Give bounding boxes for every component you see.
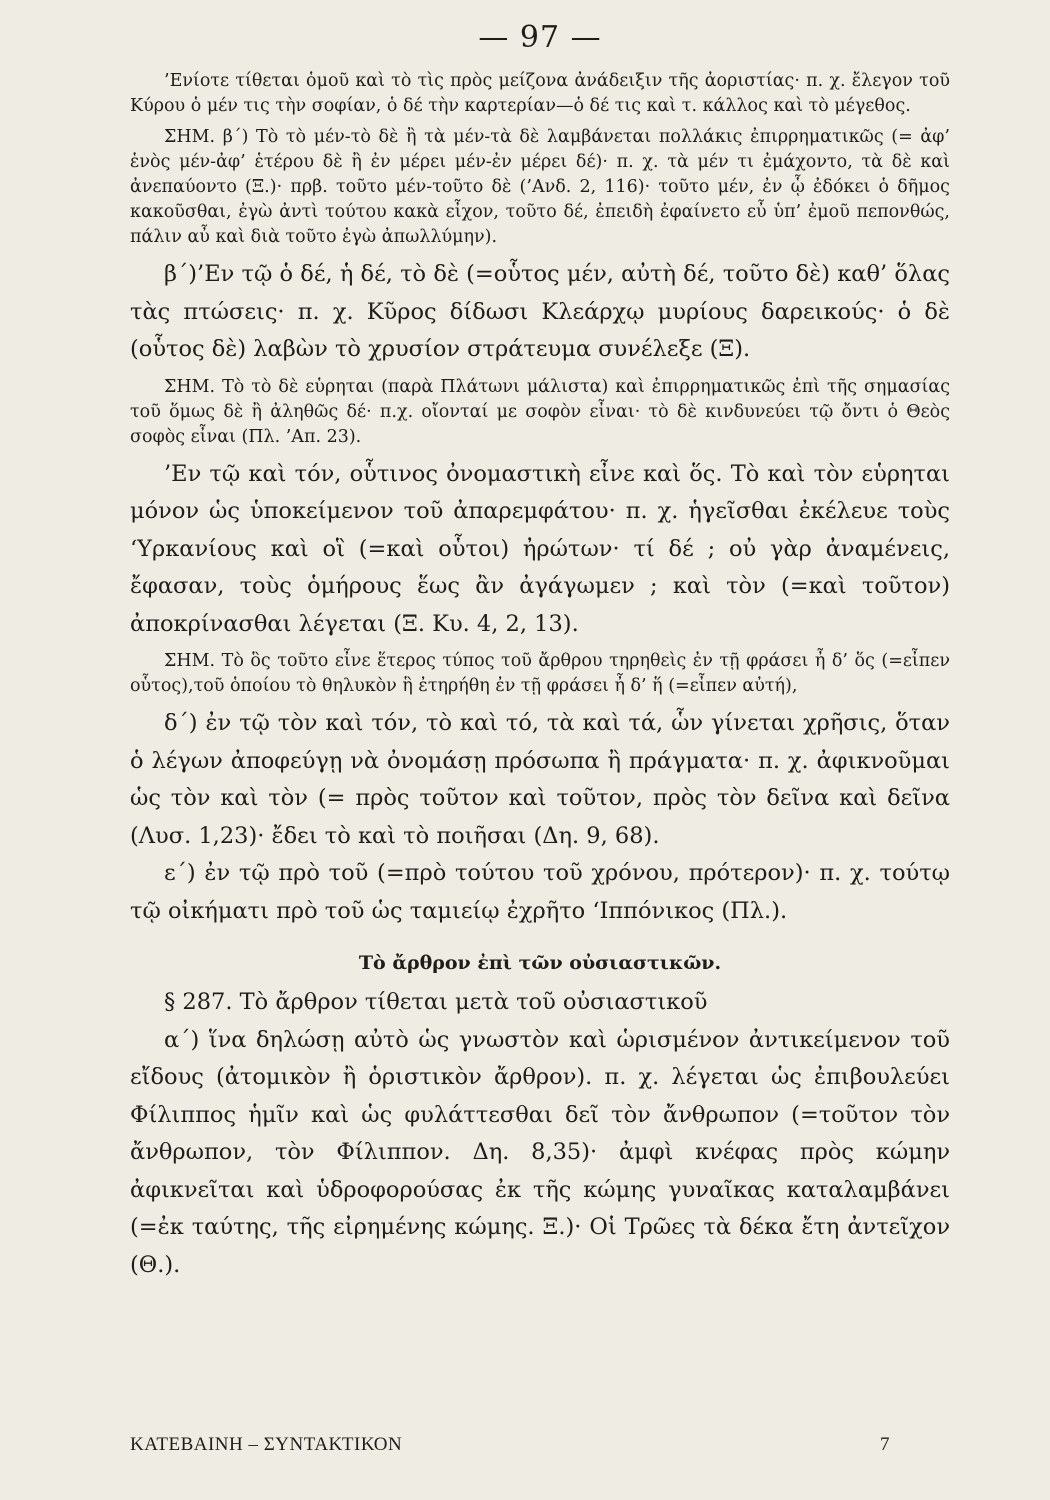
- note-men-de-adverbial: ΣΗΜ. β΄) Τὸ τὸ μέν-τὸ δὲ ἢ τὰ μέν-τὰ δὲ λαμβάνεται πολλάκις ἐπιρρηματικῶς (= ἀφ’ ἑνὸς μέν-ἀφ’ ἑτέρου δὲ ἢ ἐν μέρει μέν-ἐν μέρει δέ)· π. χ. τὰ μέν τι ἐμάχοντο, τὰ δὲ καὶ ἀνεπαύοντο (Ξ.)· πρβ. τοῦτο μέν-τοῦτο δὲ (’Ανδ. 2, 116)· τοῦτο μέν, ἐν ᾧ ἐδόκει ὁ δῆμος κακοῦσθαι, ἐγὼ ἀντὶ τούτου κακὰ εἶχον, τοῦτο δέ, ἐπειδὴ ἐφαίνετο εὖ ὑπ’ ἐμοῦ πεπονθώς, πάλιν αὖ καὶ διὰ τοῦτο ἐγὼ ἀπωλλύμην).: [130, 127, 950, 247]
- paragraph-kai-ton: ’Εν τῷ καὶ τόν, οὗτινος ὀνομαστικὴ εἶνε καὶ ὅς. Τὸ καὶ τὸν εὑρηται μόνον ὡς ὑποκείμενον τοῦ ἀπαρεμφάτου· π. χ. ἡγεῖσθαι ἐκέλευε τοὺς ‘Υρκανίους καὶ οἳ (=καὶ οὗτοι) ἠρώτων· τί δέ ; οὐ γὰρ ἀναμένεις, ἔφασαν, τοὺς ὁμήρους ἕως ἂν ἀγάγωμεν ; καὶ τὸν (=καὶ τοῦτον) ἀποκρίνασθαι λέγεται (Ξ. Κυ. 4, 2, 13).: [130, 460, 950, 637]
- section-287-alpha: α΄) ἵνα δηλώσῃ αὐτὸ ὡς γνωστὸν καὶ ὡρισμένον ἀντικείμενον τοῦ εἴδους (ἀτομικὸν ἢ ὁριστικὸν ἄρθρον). π. χ. λέγεται ὡς ἐπιβουλεύει Φίλιππος ἡμῖν καὶ ὡς φυλάττεσθαι δεῖ τὸν ἄνθρωπον (=τοῦτον τὸν ἄνθρωπον, τὸν Φίλιππον. Δη. 8,35)· ἀμφὶ κνέφας πρὸς κώμην ἀφικνεῖται καὶ ὑδροφορούσας ἐκ τῆς κώμης γυναῖκας καταλαμβάνει (=ἐκ ταύτης, τῆς εἰρημένης κώμης. Ξ.)· Οἱ Τρῶες τὰ δέκα ἔτη ἀντεῖχον (Θ.).: [130, 1026, 950, 1278]
- paragraph-delta-ton-kai-ton: δ΄) ἐν τῷ τὸν καὶ τόν, τὸ καὶ τό, τὰ καὶ τά, ὧν γίνεται χρῆσις, ὅταν ὁ λέγων ἀποφεύγῃ νὰ ὀνομάσῃ πρόσωπα ἢ πράγματα· π. χ. ἀφικνοῦμαι ὡς τὸν καὶ τὸν (= πρὸς τοῦτον καὶ τοῦτον, πρὸς τὸν δεῖνα καὶ δεῖνα (Λυσ. 1,23)· ἔδει τὸ καὶ τὸ ποιῆσαι (Δη. 9, 68).: [130, 710, 950, 849]
- section-heading: Τὸ ἄρθρον ἐπὶ τῶν οὐσιαστικῶν.: [358, 952, 722, 974]
- footer-book-title: ΚΑΤΕΒΑΙΝΗ – ΣΥΝΤΑΚΤΙΚΟΝ: [130, 1434, 403, 1455]
- page-number: — 97 —: [478, 20, 602, 55]
- paragraph-epsilon-pro-tou: ε΄) ἐν τῷ πρὸ τοῦ (=πρὸ τούτου τοῦ χρόνου, πρότερον)· π. χ. τούτῳ τῷ οἰκήματι πρὸ τοῦ ὡς ταμιείῳ ἐχρῆτο ‘Ιππόνικος (Πλ.).: [130, 860, 950, 924]
- paragraph-beta-o-de: β΄)’Εν τῷ ὁ δέ, ἡ δέ, τὸ δὲ (=οὗτος μέν, αὐτὴ δέ, τοῦτο δὲ) καθ’ ὅλας τὰς πτώσεις· π. χ. Κῦρος δίδωσι Κλεάρχῳ μυρίους δαρεικούς· ὁ δὲ (οὗτος δὲ) λαβὼν τὸ χρυσίον στράτευμα συνέλεξε (Ξ).: [130, 261, 950, 362]
- page-footer: [130, 1434, 890, 1456]
- note-hos: ΣΗΜ. Τὸ ὃς τοῦτο εἶνε ἕτερος τύπος τοῦ ἄρθρου τηρηθεὶς ἐν τῇ φράσει ἦ δ’ ὅς (=εἶπεν οὗτος),τοῦ ὁποίου τὸ θηλυκὸν ἣ ἐτηρήθη ἐν τῇ φράσει ἦ δ’ ἥ (=εἶπεν αὐτή),: [130, 651, 950, 696]
- footer-signature-number: 7: [880, 1434, 890, 1455]
- note-to-de: ΣΗΜ. Τὸ τὸ δὲ εὑρηται (παρὰ Πλάτωνι μάλιστα) καὶ ἐπιρρηματικῶς ἐπὶ τῆς σημασίας τοῦ ὅμως δὲ ἢ ἀληθῶς δέ· π.χ. οἴονταί με σοφὸν εἶναι· τὸ δὲ κινδυνεύει τῷ ὄντι ὁ Θεὸς σοφὸς εἶναι (Πλ. ’Απ. 23).: [130, 376, 950, 447]
- section-287-intro: § 287. Τὸ ἄρθρον τίθεται μετὰ τοῦ οὐσιαστικοῦ: [164, 989, 708, 1015]
- paragraph-aoristia: ’Ενίοτε τίθεται ὁμοῦ καὶ τὸ τὶς πρὸς μείζονα ἀνάδειξιν τῆς ἀοριστίας· π. χ. ἔλεγον τοῦ Κύρου ὁ μέν τις τὴν σοφίαν, ὁ δέ τὴν καρτερίαν—ὁ δέ τις καὶ τ. κάλλος καὶ τὸ μέγεθος.: [130, 71, 950, 116]
